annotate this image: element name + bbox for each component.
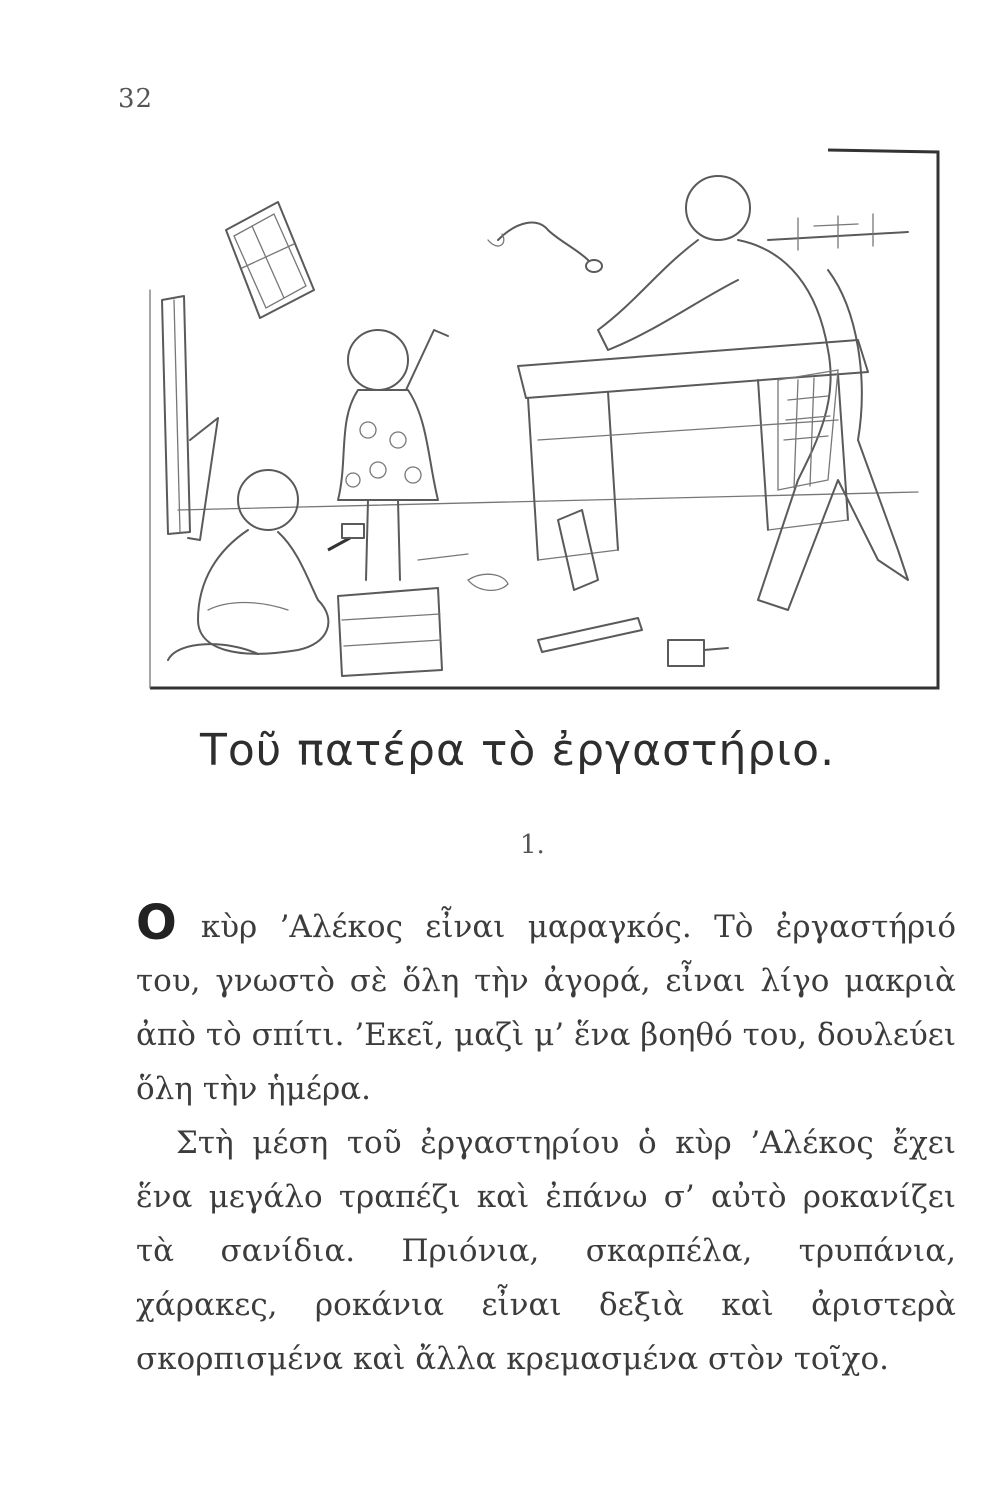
hand-drill-drawing <box>488 223 602 272</box>
workshop-illustration <box>138 140 950 710</box>
chapter-title: Τοῦ πατέρα τὸ ἐργαστήριο. <box>200 725 836 776</box>
drop-cap-letter: Ο <box>136 895 177 951</box>
floor-tools-drawing <box>418 510 728 666</box>
paragraph-2: Στὴ μέση τοῦ ἐργαστηρίου ὁ κὺρ ’Αλέκος ἔχει ἕνα μεγάλο τραπέζι καὶ ἐπάνω σ’ αὐτὸ ροκανίζει τὰ σανίδια. Πριόνια, σκαρπέλα, τρυπάνια, χάρακες, ροκάνια εἶναι δεξιὰ καὶ ἀριστερὰ σκορπισμένα καὶ ἄλλα κρεμασμένα στὸν τοῖχο. <box>136 1125 956 1377</box>
box-drawing <box>338 588 442 676</box>
workbench-drawing <box>518 340 868 560</box>
carpenter-father-drawing <box>598 176 908 610</box>
body-text <box>136 896 956 1386</box>
planks-drawing <box>162 296 218 540</box>
illustration-frame <box>150 150 938 688</box>
wall-shelf-drawing <box>768 214 908 250</box>
section-number: 1. <box>520 830 545 860</box>
window-drawing <box>226 202 314 318</box>
girl-drawing <box>338 330 448 580</box>
paragraph-1 <box>136 896 956 1116</box>
page-number: 32 <box>118 84 154 114</box>
paragraph-1-text: κὺρ ’Αλέκος εἶναι μαραγκός. Τὸ ἐργαστήριό του, γνωστὸ σὲ ὅλη τὴν ἀγορά, εἶναι λίγο μακριὰ ἀπὸ τὸ σπίτι. ’Εκεῖ, μαζὶ μ’ ἕνα βοηθό του, δουλεύει ὅλη τὴν ἡμέρα. <box>136 909 956 1107</box>
boy-drawing <box>168 470 364 660</box>
